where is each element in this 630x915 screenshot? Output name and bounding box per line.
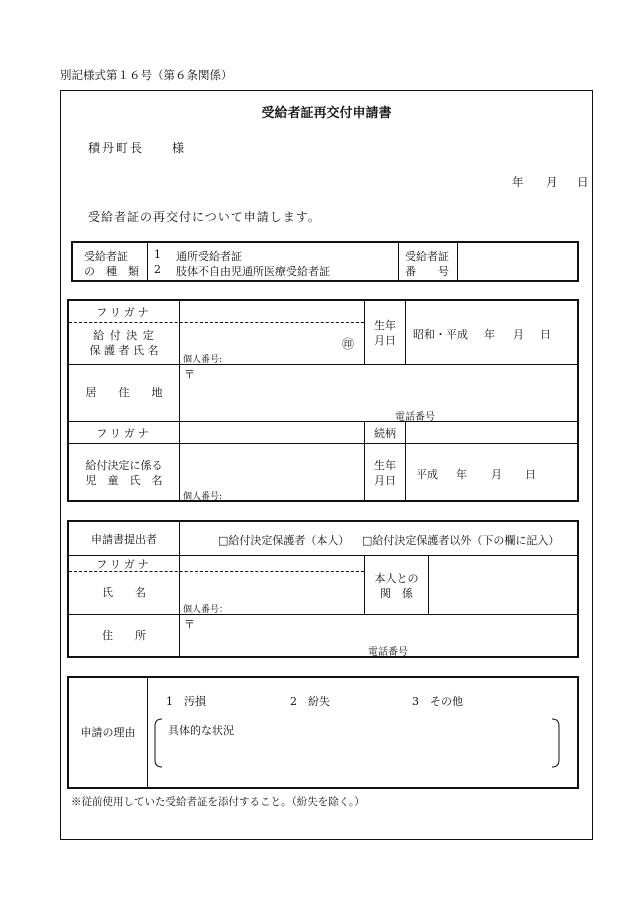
submitter-address-label: 住 所 bbox=[102, 629, 146, 642]
guardian-birth-year: 年 bbox=[484, 328, 495, 341]
child-relation-label: 続柄 bbox=[374, 426, 396, 440]
submitter-relation-label-1: 本人との bbox=[374, 572, 419, 585]
seal-mark: ㊞ bbox=[342, 337, 355, 351]
child-furigana-label: フリガナ bbox=[96, 426, 152, 440]
guardian-name-label-2: 保 護 者 氏 名 bbox=[89, 344, 159, 357]
submitter-individual-number-label: 個人番号： bbox=[183, 605, 229, 615]
child-birth-month: 月 bbox=[491, 468, 502, 481]
child-name-label-1: 給付決定に係る bbox=[85, 459, 163, 472]
guardian-birth-label-2: 月日 bbox=[374, 334, 396, 347]
option-2-number: 2 bbox=[154, 263, 161, 276]
certificate-number-label-2: 番 号 bbox=[405, 265, 449, 278]
form-title: 受給者証再交付申請書 bbox=[261, 105, 392, 121]
submitter-postal-mark: 〒 bbox=[184, 618, 195, 631]
guardian-address-label: 居 住 地 bbox=[85, 386, 163, 399]
submitter-option-self[interactable]: □給付決定保護者（本人） bbox=[218, 534, 350, 547]
child-birth-year: 年 bbox=[456, 468, 467, 481]
guardian-name-label-1: 給 付 決 定 bbox=[93, 329, 155, 342]
guardian-birth-era: 昭和・平成 bbox=[413, 328, 468, 341]
submitter-phone-label: 電話番号 bbox=[368, 647, 408, 658]
guardian-birth-day: 日 bbox=[540, 328, 551, 341]
reason-option-soiled[interactable]: 1 汚損 bbox=[166, 695, 206, 708]
child-name-label-2: 児 童 氏 名 bbox=[85, 474, 163, 487]
addressee: 積丹町長 様 bbox=[88, 141, 187, 155]
child-birth-day: 日 bbox=[525, 468, 536, 481]
reason-detail-label: 具体的な状況 bbox=[168, 724, 234, 737]
guardian-furigana-label: フリガナ bbox=[96, 306, 152, 319]
attachment-note: ※従前使用していた受給者証を添付すること。（紛失を除く。） bbox=[71, 796, 365, 808]
certificate-type-label-2: の 種 類 bbox=[84, 265, 139, 278]
reason-label: 申請の理由 bbox=[80, 726, 136, 739]
submitter-name-label: 氏 名 bbox=[102, 586, 146, 599]
intro-text: 受給者証の再交付について申請します。 bbox=[88, 210, 321, 224]
child-birth-era: 平成 bbox=[416, 468, 438, 481]
reason-option-other[interactable]: 3 その他 bbox=[412, 695, 463, 708]
submitter-relation-label-2: 関 係 bbox=[380, 587, 413, 600]
child-birth-label-2: 月日 bbox=[374, 474, 396, 487]
option-1-text: 通所受給者証 bbox=[176, 250, 242, 263]
submitter-label: 申請書提出者 bbox=[91, 533, 157, 546]
guardian-phone-label: 電話番号 bbox=[395, 412, 435, 423]
certificate-type-label-1: 受給者証 bbox=[84, 250, 128, 263]
date-day: 日 bbox=[577, 175, 589, 189]
guardian-postal-mark: 〒 bbox=[184, 368, 195, 381]
certificate-number-label-1: 受給者証 bbox=[405, 250, 449, 263]
date-month: 月 bbox=[546, 175, 558, 189]
child-individual-number-label: 個人番号: bbox=[183, 492, 223, 502]
guardian-birth-label-1: 生年 bbox=[374, 319, 396, 332]
submitter-furigana-label: フリガナ bbox=[96, 557, 152, 571]
guardian-individual-number-label: 個人番号: bbox=[183, 355, 223, 365]
option-2-text: 肢体不自由児通所医療受給者証 bbox=[176, 265, 330, 278]
reason-option-lost[interactable]: 2 紛失 bbox=[290, 695, 330, 708]
form-number: 別記様式第１６号（第６条関係） bbox=[60, 68, 233, 82]
date-year: 年 bbox=[512, 175, 524, 189]
option-1-number: 1 bbox=[154, 248, 161, 261]
child-birth-label-1: 生年 bbox=[374, 459, 396, 472]
guardian-birth-month: 月 bbox=[513, 328, 524, 341]
submitter-option-other[interactable]: □給付決定保護者以外（下の欄に記入） bbox=[362, 534, 560, 547]
